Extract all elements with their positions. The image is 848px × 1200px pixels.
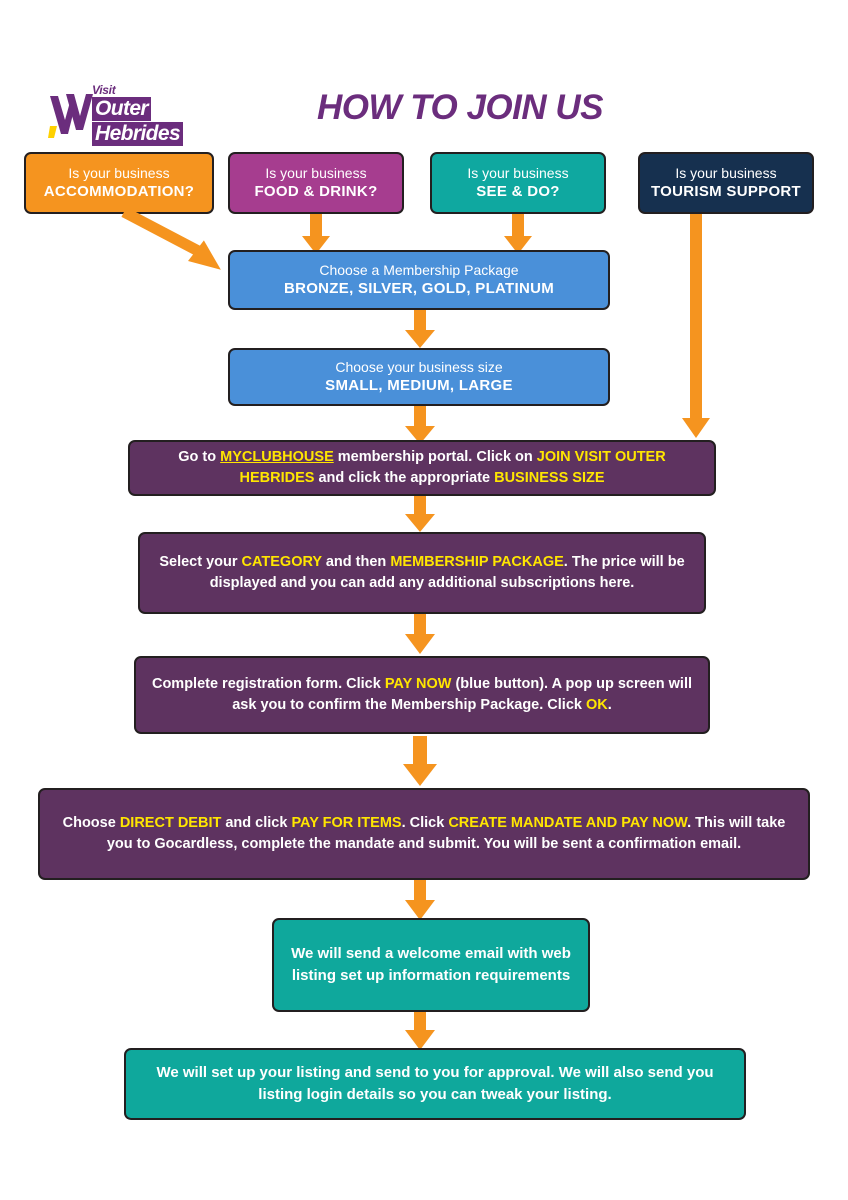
- step-category-text: Select your CATEGORY and then MEMBERSHIP PACKAGE. The price will be displayed and you can add any additional subscriptions here.: [159, 553, 685, 591]
- category-box-tourism-support[interactable]: [638, 152, 814, 214]
- listing-setup-text: We will set up your listing and send to you for approval. We will also send you listing login details so you can tweak your listing.: [156, 1063, 714, 1103]
- page-header: [0, 40, 848, 145]
- page-title: HOW TO JOIN US: [317, 88, 603, 127]
- category-box-accommodation[interactable]: [24, 152, 214, 214]
- myclubhouse-link[interactable]: MYCLUBHOUSE: [220, 448, 334, 465]
- package-box-line1: Choose a Membership Package: [319, 262, 519, 279]
- arrow-tourism-support-to-portal: [682, 214, 710, 438]
- step-portal-text: Go to MYCLUBHOUSE membership portal. Click on JOIN VISIT OUTER HEBRIDES and click the appropriate BUSINESS SIZE: [178, 448, 666, 486]
- arrow-accommodation-to-package: [118, 210, 238, 280]
- arrow-see-do-to-package: [504, 214, 532, 254]
- step-select-category[interactable]: [138, 532, 706, 614]
- step-register-text: Complete registration form. Click PAY NOW (blue button). A pop up screen will ask you to confirm the Membership Package. Click OK.: [151, 675, 693, 713]
- category-box-food-drink-line1: Is your business: [265, 165, 367, 182]
- logo-outer-text: Outer: [92, 97, 151, 121]
- category-box-see-do-line2: SEE & DO?: [476, 183, 560, 201]
- category-box-food-drink-line2: FOOD & DRINK?: [254, 183, 378, 201]
- arrow-portal-to-category: [405, 496, 435, 532]
- arrow-welcome-to-listing: [405, 1012, 435, 1050]
- category-box-food-drink[interactable]: [228, 152, 404, 214]
- package-box-line2: BRONZE, SILVER, GOLD, PLATINUM: [283, 280, 555, 298]
- welcome-email-text: We will send a welcome email with web listing set up information requirements: [291, 944, 571, 984]
- choose-business-size-box[interactable]: [228, 348, 610, 406]
- arrow-category-to-register: [405, 614, 435, 654]
- arrow-package-to-size: [405, 310, 435, 348]
- arrow-register-to-payment: [403, 736, 437, 786]
- logo-mark-icon: [48, 90, 94, 140]
- category-box-accommodation-line2: ACCOMMODATION?: [43, 183, 195, 201]
- arrow-food-drink-to-package: [302, 214, 330, 254]
- choose-membership-package-box[interactable]: [228, 250, 610, 310]
- step-complete-registration[interactable]: [134, 656, 710, 734]
- logo-hebrides-text: Hebrides: [92, 122, 183, 146]
- category-box-tourism-support-line1: Is your business: [675, 165, 777, 182]
- size-box-line2: SMALL, MEDIUM, LARGE: [325, 377, 513, 395]
- category-box-tourism-support-line2: TOURISM SUPPORT: [650, 183, 802, 201]
- arrow-size-to-portal: [405, 406, 435, 444]
- welcome-email-box[interactable]: [272, 918, 590, 1012]
- category-box-see-do[interactable]: [430, 152, 606, 214]
- listing-setup-box[interactable]: [124, 1048, 746, 1120]
- size-box-line1: Choose your business size: [335, 359, 503, 376]
- logo-visit-text: Visit: [92, 83, 116, 97]
- category-box-accommodation-line1: Is your business: [68, 165, 170, 182]
- logo-wordmark: [92, 84, 192, 146]
- arrow-payment-to-welcome: [405, 880, 435, 920]
- step-myclubhouse-portal[interactable]: [128, 440, 716, 496]
- step-payment-text: Choose DIRECT DEBIT and click PAY FOR ITEMS. Click CREATE MANDATE AND PAY NOW. This will take you to Gocardless, complete the mandate and submit. You will be sent a confirmation email.: [62, 814, 786, 852]
- visit-outer-hebrides-logo: [48, 84, 188, 146]
- category-box-see-do-line1: Is your business: [467, 165, 569, 182]
- step-direct-debit-payment[interactable]: [38, 788, 810, 880]
